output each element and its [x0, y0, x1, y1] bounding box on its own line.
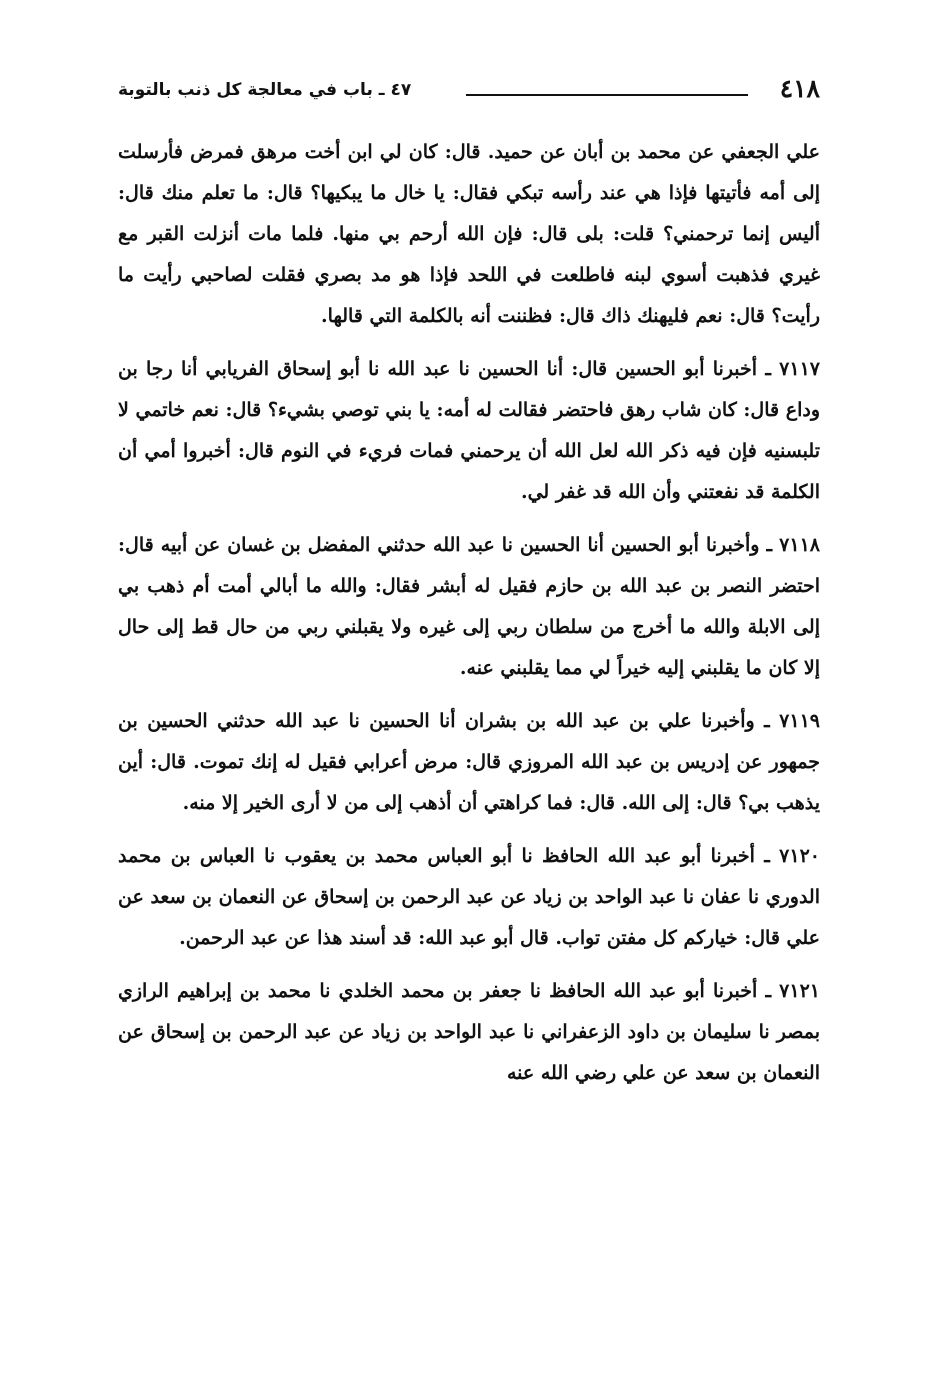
page-header	[118, 72, 820, 112]
paragraph-7118: ٧١١٨ ـ وأخبرنا أبو الحسين أنا الحسين نا عبد الله حدثني المفضل بن غسان عن أبيه قال: احتضر النصر بن عبد الله بن حازم فقيل له أبشر فقال: والله ما أبالي أمت أم ذهب بي إلى الابلة والله ما أخرج من سلطان ربي إلى غيره ولا يقبلني ربي من حال قط إلى حال إلا كان ما يقلبني إليه خيراً لي مما يقلبني عنه.	[118, 534, 820, 679]
paragraph-7117: ٧١١٧ ـ أخبرنا أبو الحسين قال: أنا الحسين نا عبد الله نا أبو إسحاق الفريابي أنا رجا بن وداع قال: كان شاب رهق فاحتضر فقالت له أمه: يا بني توصي بشيء؟ قال: نعم خاتمي لا تلبسنيه فإن فيه ذكر الله لعل الله أن يرحمني فمات فريء في النوم قال: أخبروا أمي أن الكلمة قد نفعتني وأن الله قد غفر لي.	[118, 358, 820, 503]
paragraph-7119: ٧١١٩ ـ وأخبرنا علي بن عبد الله بن بشران أنا الحسين نا عبد الله حدثني الحسين بن جمهور عن إدريس بن عبد الله المروزي قال: مرض أعرابي فقيل له إنك تموت. قال: أين يذهب بي؟ قال: إلى الله. قال: فما كراهتي أن أذهب إلى من لا أرى الخير إلا منه.	[118, 710, 820, 814]
running-title: ٤٧ ـ باب في معالجة كل ذنب بالتوبة	[118, 80, 412, 100]
paragraph-7120: ٧١٢٠ ـ أخبرنا أبو عبد الله الحافظ نا أبو العباس محمد بن يعقوب نا العباس بن محمد الدوري نا عفان نا عبد الواحد بن زياد عن عبد الرحمن بن إسحاق عن النعمان بن سعد عن علي قال: خياركم كل مفتن تواب. قال أبو عبد الله: قد أسند هذا عن عبد الرحمن.	[118, 845, 820, 949]
page-body	[118, 132, 820, 1106]
header-rule	[466, 94, 748, 96]
paragraph-continuation: علي الجعفي عن محمد بن أبان عن حميد. قال: كان لي ابن أخت مرهق فمرض فأرسلت إلى أمه فأتيتها فإذا هي عند رأسه تبكي فقال: يا خال ما يبكيها؟ قال: ما تعلم منك قال: أليس إنما ترحمني؟ قلت: بلى قال: فإن الله أرحم بي منها. فلما مات أنزلت القبر مع غيري فذهبت أسوي لبنه فاطلعت في اللحد فإذا هو مد بصري فقلت لصاحبي رأيت ما رأيت؟ قال: نعم فليهنك ذاك قال: فظننت أنه بالكلمة التي قالها.	[118, 141, 820, 327]
page-number: ٤١٨	[779, 74, 820, 103]
paragraph-7121: ٧١٢١ ـ أخبرنا أبو عبد الله الحافظ نا جعفر بن محمد الخلدي نا محمد بن إبراهيم الرازي بمصر نا سليمان بن داود الزعفراني نا عبد الواحد بن زياد عن عبد الرحمن بن إسحاق عن النعمان بن سعد عن علي رضي الله عنه	[118, 980, 820, 1084]
